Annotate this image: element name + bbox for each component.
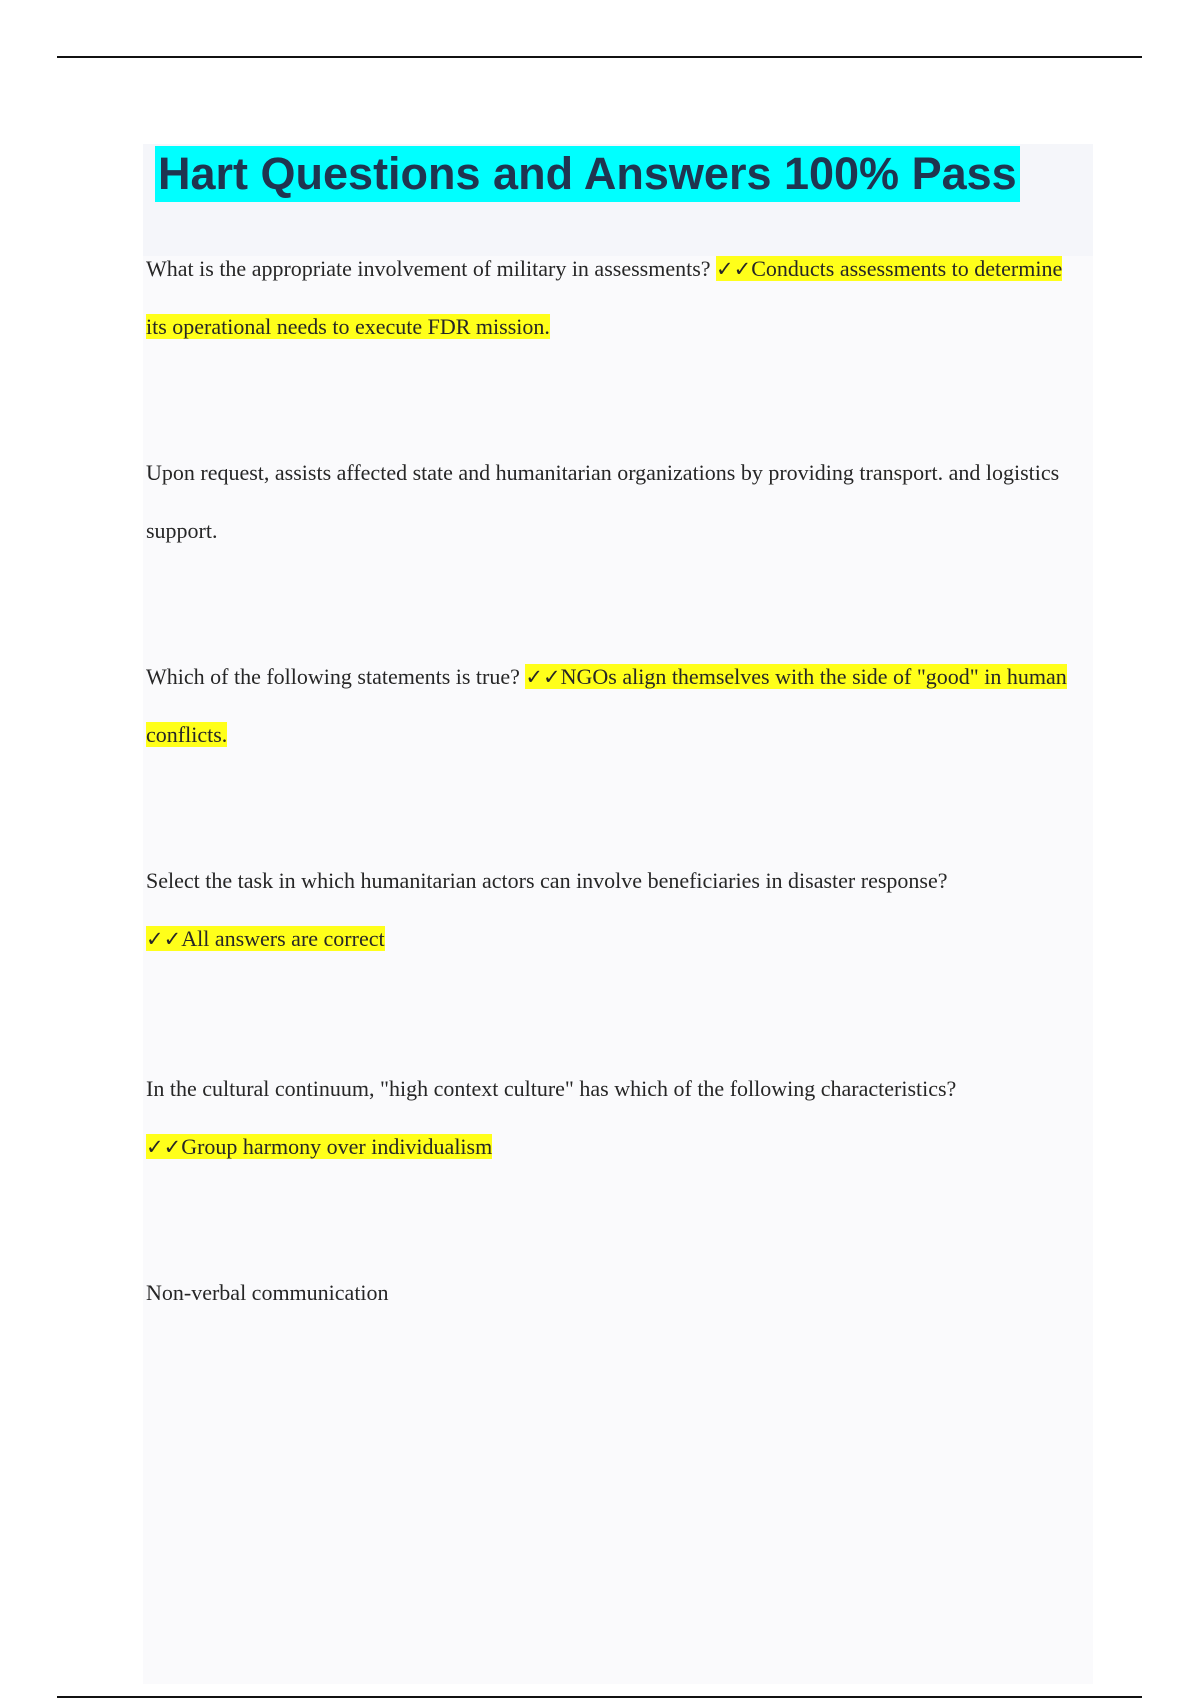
question-text: Select the task in which humanitarian actors can involve beneficiaries in disaster response? — [146, 868, 948, 893]
answer-text: All answers are correct — [181, 926, 385, 951]
qa-item-4 — [146, 852, 1086, 968]
question-text: What is the appropriate involvement of military in assessments? — [146, 256, 711, 281]
qa-item-5 — [146, 1060, 1086, 1176]
qa-item-6 — [146, 1264, 1086, 1322]
question-text: In the cultural continuum, "high context culture" has which of the following characteristics? — [146, 1076, 957, 1101]
check-icon: ✓✓ — [146, 1135, 182, 1159]
answer-text: Conducts assessments to determine its operational needs to execute FDR mission. — [146, 256, 1063, 339]
question-text: Which of the following statements is true? — [146, 664, 520, 689]
answer-text: NGOs align themselves with the side of "good" in human conflicts. — [146, 664, 1067, 747]
answer-highlight — [146, 1134, 492, 1159]
answer-text: Group harmony over individualism — [181, 1134, 493, 1159]
question-text: Upon request, assists affected state and humanitarian organizations by providing transport. and logistics support. — [146, 460, 1060, 543]
qa-item-1 — [146, 240, 1086, 356]
footer-rule — [57, 1696, 1142, 1698]
question-text: Non-verbal communication — [146, 1280, 389, 1305]
answer-highlight — [146, 926, 385, 951]
check-icon: ✓✓ — [716, 257, 752, 281]
qa-item-3 — [146, 648, 1086, 764]
check-icon: ✓✓ — [146, 927, 182, 951]
page-title: Hart Questions and Answers 100% Pass — [155, 146, 1020, 202]
document-page — [143, 144, 1093, 1684]
check-icon: ✓✓ — [525, 665, 561, 689]
qa-item-2 — [146, 444, 1086, 560]
header-rule — [57, 56, 1142, 58]
